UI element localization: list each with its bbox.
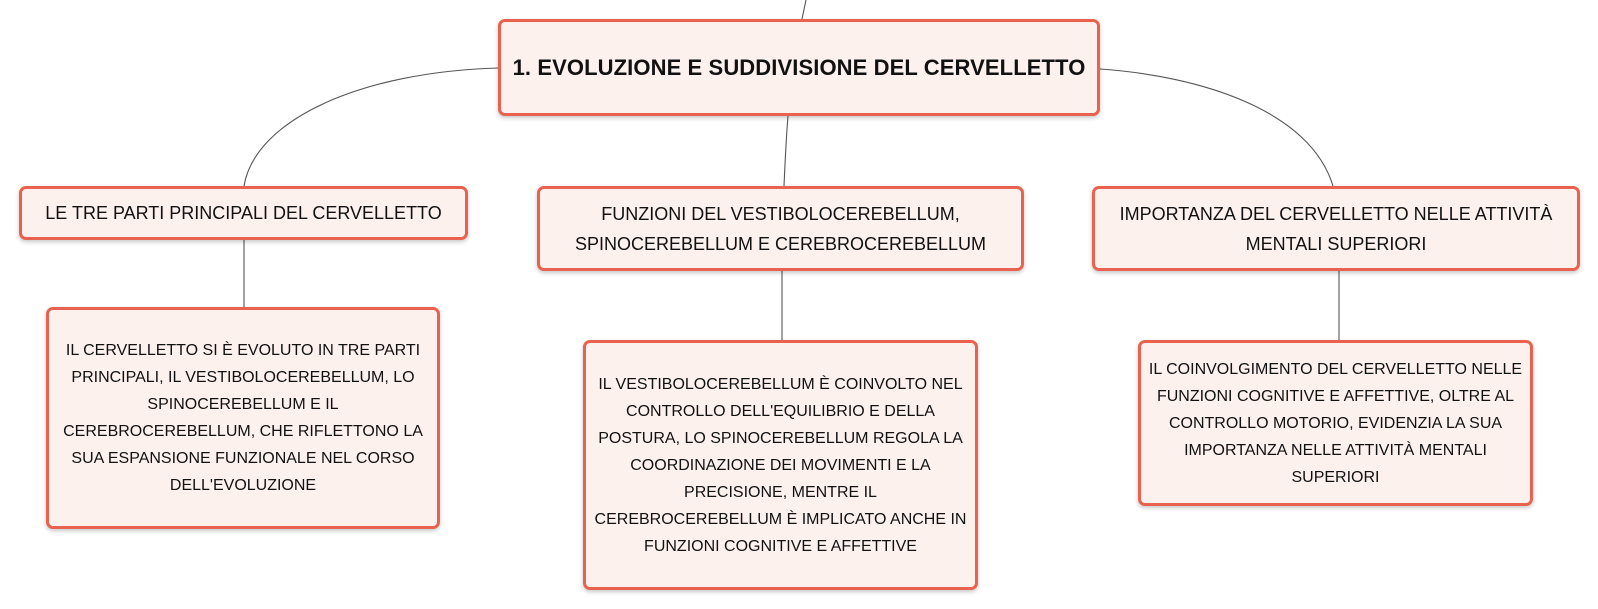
branch-node-funzioni[interactable] (537, 186, 1024, 271)
root-topic-label: 1. EVOLUZIONE E SUDDIVISIONE DEL CERVELLETTO (512, 54, 1086, 80)
branch-title: IMPORTANZA DEL CERVELLETTO NELLE ATTIVITÀ MENTALI SUPERIORI (1119, 203, 1553, 254)
detail-node-tre-parti[interactable] (46, 307, 440, 529)
connector-incoming-root (802, 0, 806, 19)
branch-title: FUNZIONI DEL VESTIBOLOCEREBELLUM, SPINOCEREBELLUM E CEREBROCEREBELLUM (574, 203, 987, 254)
connector-root-to-right (1100, 69, 1333, 186)
root-topic-node[interactable] (498, 19, 1100, 116)
connector-root-to-mid (784, 116, 788, 186)
branch-node-tre-parti[interactable] (19, 186, 468, 240)
detail-node-funzioni[interactable] (583, 340, 978, 590)
detail-node-importanza[interactable] (1138, 340, 1533, 506)
branch-title: LE TRE PARTI PRINCIPALI DEL CERVELLETTO (45, 203, 442, 223)
detail-text: IL VESTIBOLOCEREBELLUM È COINVOLTO NEL CONTROLLO DELL'EQUILIBRIO E DELLA POSTURA, LO SPINOCEREBELLUM REGOLA LA COORDINAZIONE DEI MOVIMENTI E LA PRECISIONE, MENTRE IL CEREBROCEREBELLUM È IMPLICATO ANCHE IN FUNZIONI COGNITIVE E AFFETTIVE (594, 375, 967, 555)
branch-node-importanza[interactable] (1092, 186, 1580, 271)
connector-root-to-left (244, 68, 498, 186)
detail-text: IL CERVELLETTO SI È EVOLUTO IN TRE PARTI PRINCIPALI, IL VESTIBOLOCEREBELLUM, LO SPINOCEREBELLUM E IL CEREBROCEREBELLUM, CHE RIFLETTONO LA SUA ESPANSIONE FUNZIONALE NEL CORSO DELL'EVOLUZIONE (63, 342, 423, 494)
detail-text: IL COINVOLGIMENTO DEL CERVELLETTO NELLE FUNZIONI COGNITIVE E AFFETTIVE, OLTRE AL CONTROLLO MOTORIO, EVIDENZIA LA SUA IMPORTANZA NELLE ATTIVITÀ MENTALI SUPERIORI (1148, 360, 1523, 486)
